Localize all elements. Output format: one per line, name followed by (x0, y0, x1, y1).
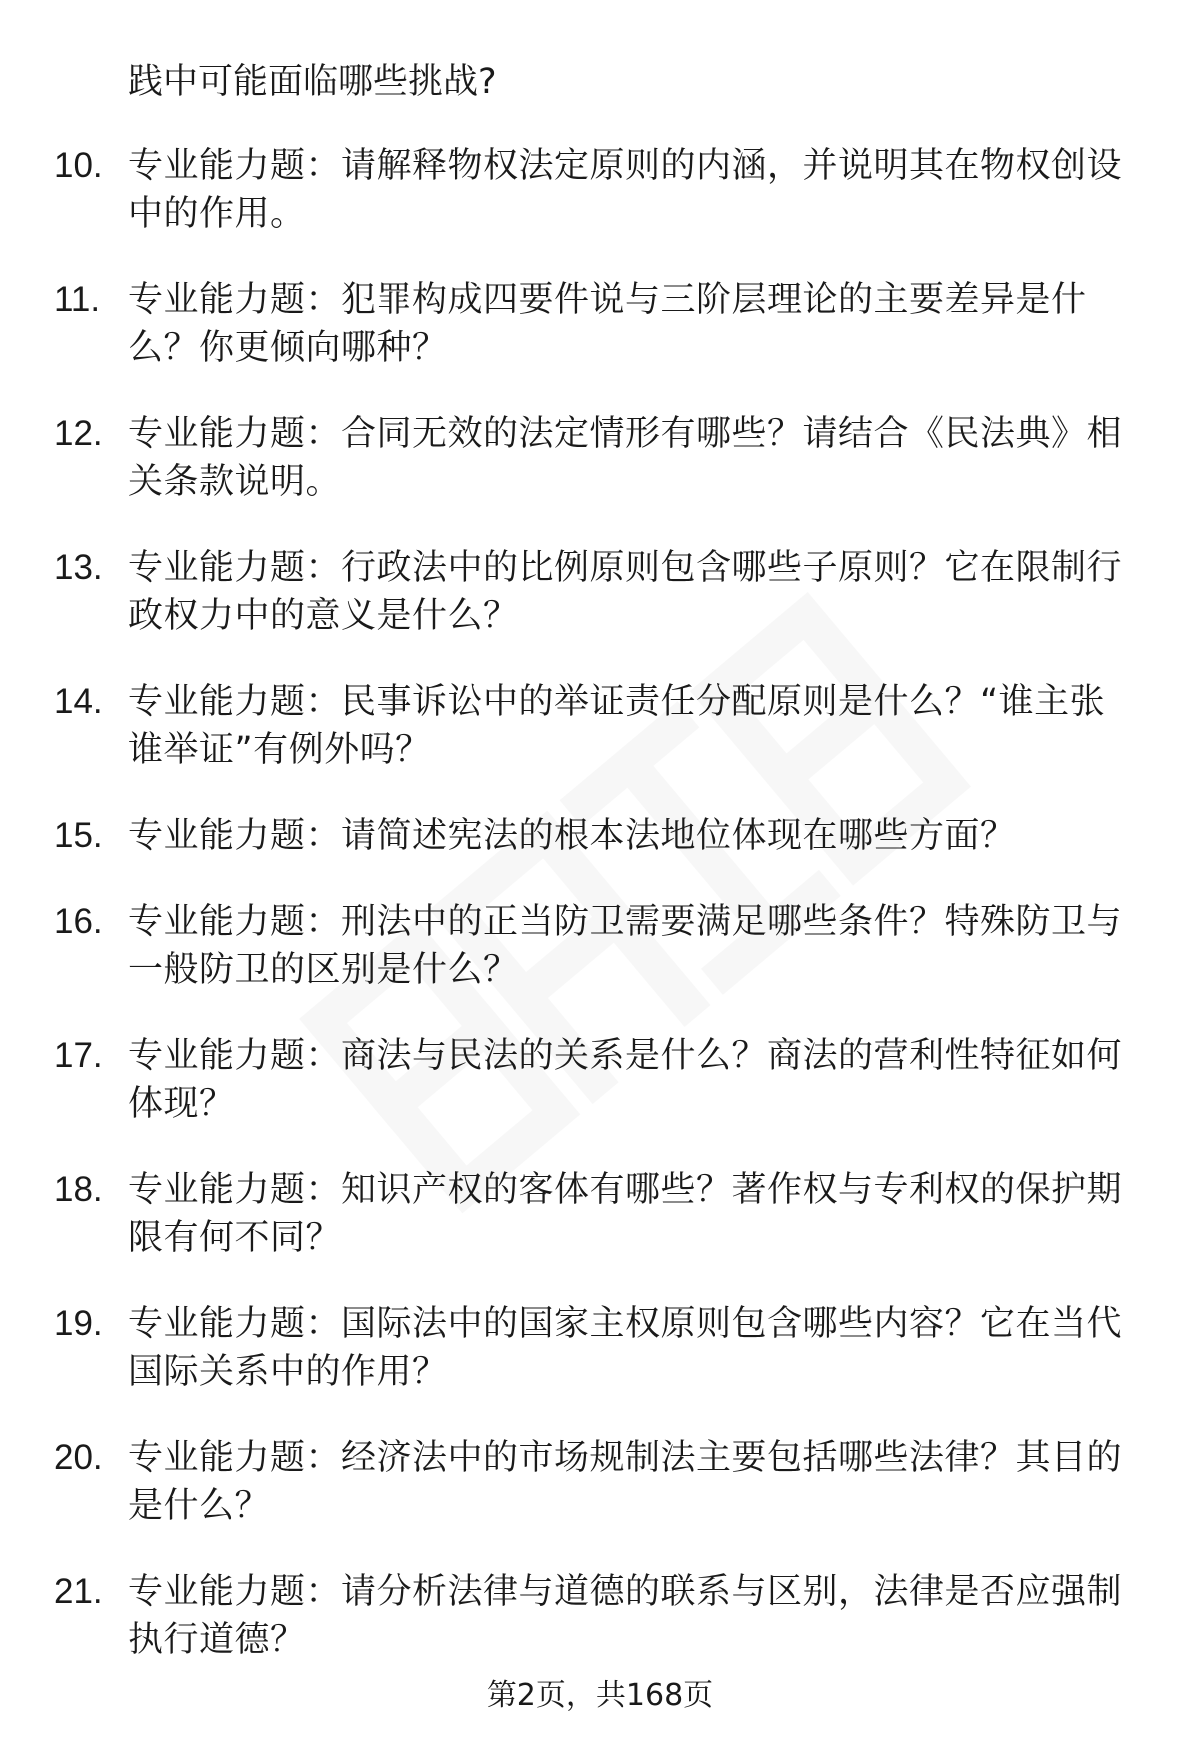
question-text: 专业能力题：犯罪构成四要件说与三阶层理论的主要差异是什么？你更倾向哪种？ (128, 280, 1087, 368)
question-item (0, 142, 1200, 238)
question-item (0, 812, 1200, 860)
question-text: 专业能力题：知识产权的客体有哪些？著作权与专利权的保护期限有何不同？ (128, 1170, 1123, 1258)
question-text: 专业能力题：请解释物权法定原则的内涵，并说明其在物权创设中的作用。 (128, 146, 1123, 234)
question-text: 专业能力题：商法与民法的关系是什么？商法的营利性特征如何体现？ (128, 1036, 1123, 1124)
question-number: 10. (54, 146, 103, 185)
question-number: 11. (54, 280, 101, 319)
question-number: 19. (54, 1304, 103, 1343)
question-text: 专业能力题：请简述宪法的根本法地位体现在哪些方面？ (128, 816, 1016, 856)
continuation-text: 践中可能面临哪些挑战? (128, 62, 497, 102)
question-item (0, 410, 1200, 506)
question-item (0, 276, 1200, 372)
question-number: 20. (54, 1438, 103, 1477)
question-item (0, 898, 1200, 994)
question-number: 13. (54, 548, 103, 587)
question-list (0, 142, 1200, 1702)
question-item (0, 1300, 1200, 1396)
question-number: 14. (54, 682, 103, 721)
page-footer: 第2页，共168页 (486, 1678, 714, 1713)
question-text: 专业能力题：刑法中的正当防卫需要满足哪些条件？特殊防卫与一般防卫的区别是什么？ (128, 902, 1123, 990)
question-item (0, 1434, 1200, 1530)
question-item (0, 1166, 1200, 1262)
question-item (0, 1568, 1200, 1664)
question-number: 17. (54, 1036, 103, 1075)
question-item (0, 544, 1200, 640)
question-number: 15. (54, 816, 103, 855)
question-number: 21. (54, 1572, 103, 1611)
question-number: 18. (54, 1170, 103, 1209)
question-text: 专业能力题：合同无效的法定情形有哪些？请结合《民法典》相关条款说明。 (128, 414, 1123, 502)
question-item (0, 1032, 1200, 1128)
question-text: 专业能力题：经济法中的市场规制法主要包括哪些法律？其目的是什么？ (128, 1438, 1123, 1526)
question-number: 12. (54, 414, 103, 453)
question-item (0, 678, 1200, 774)
question-text: 专业能力题：行政法中的比例原则包含哪些子原则？它在限制行政权力中的意义是什么？ (128, 548, 1123, 636)
question-text: 专业能力题：国际法中的国家主权原则包含哪些内容？它在当代国际关系中的作用？ (128, 1304, 1123, 1392)
question-number: 16. (54, 902, 103, 941)
question-text: 专业能力题：请分析法律与道德的联系与区别，法律是否应强制执行道德？ (128, 1572, 1123, 1660)
question-text: 专业能力题：民事诉讼中的举证责任分配原则是什么？“谁主张谁举证”有例外吗？ (128, 682, 1106, 770)
